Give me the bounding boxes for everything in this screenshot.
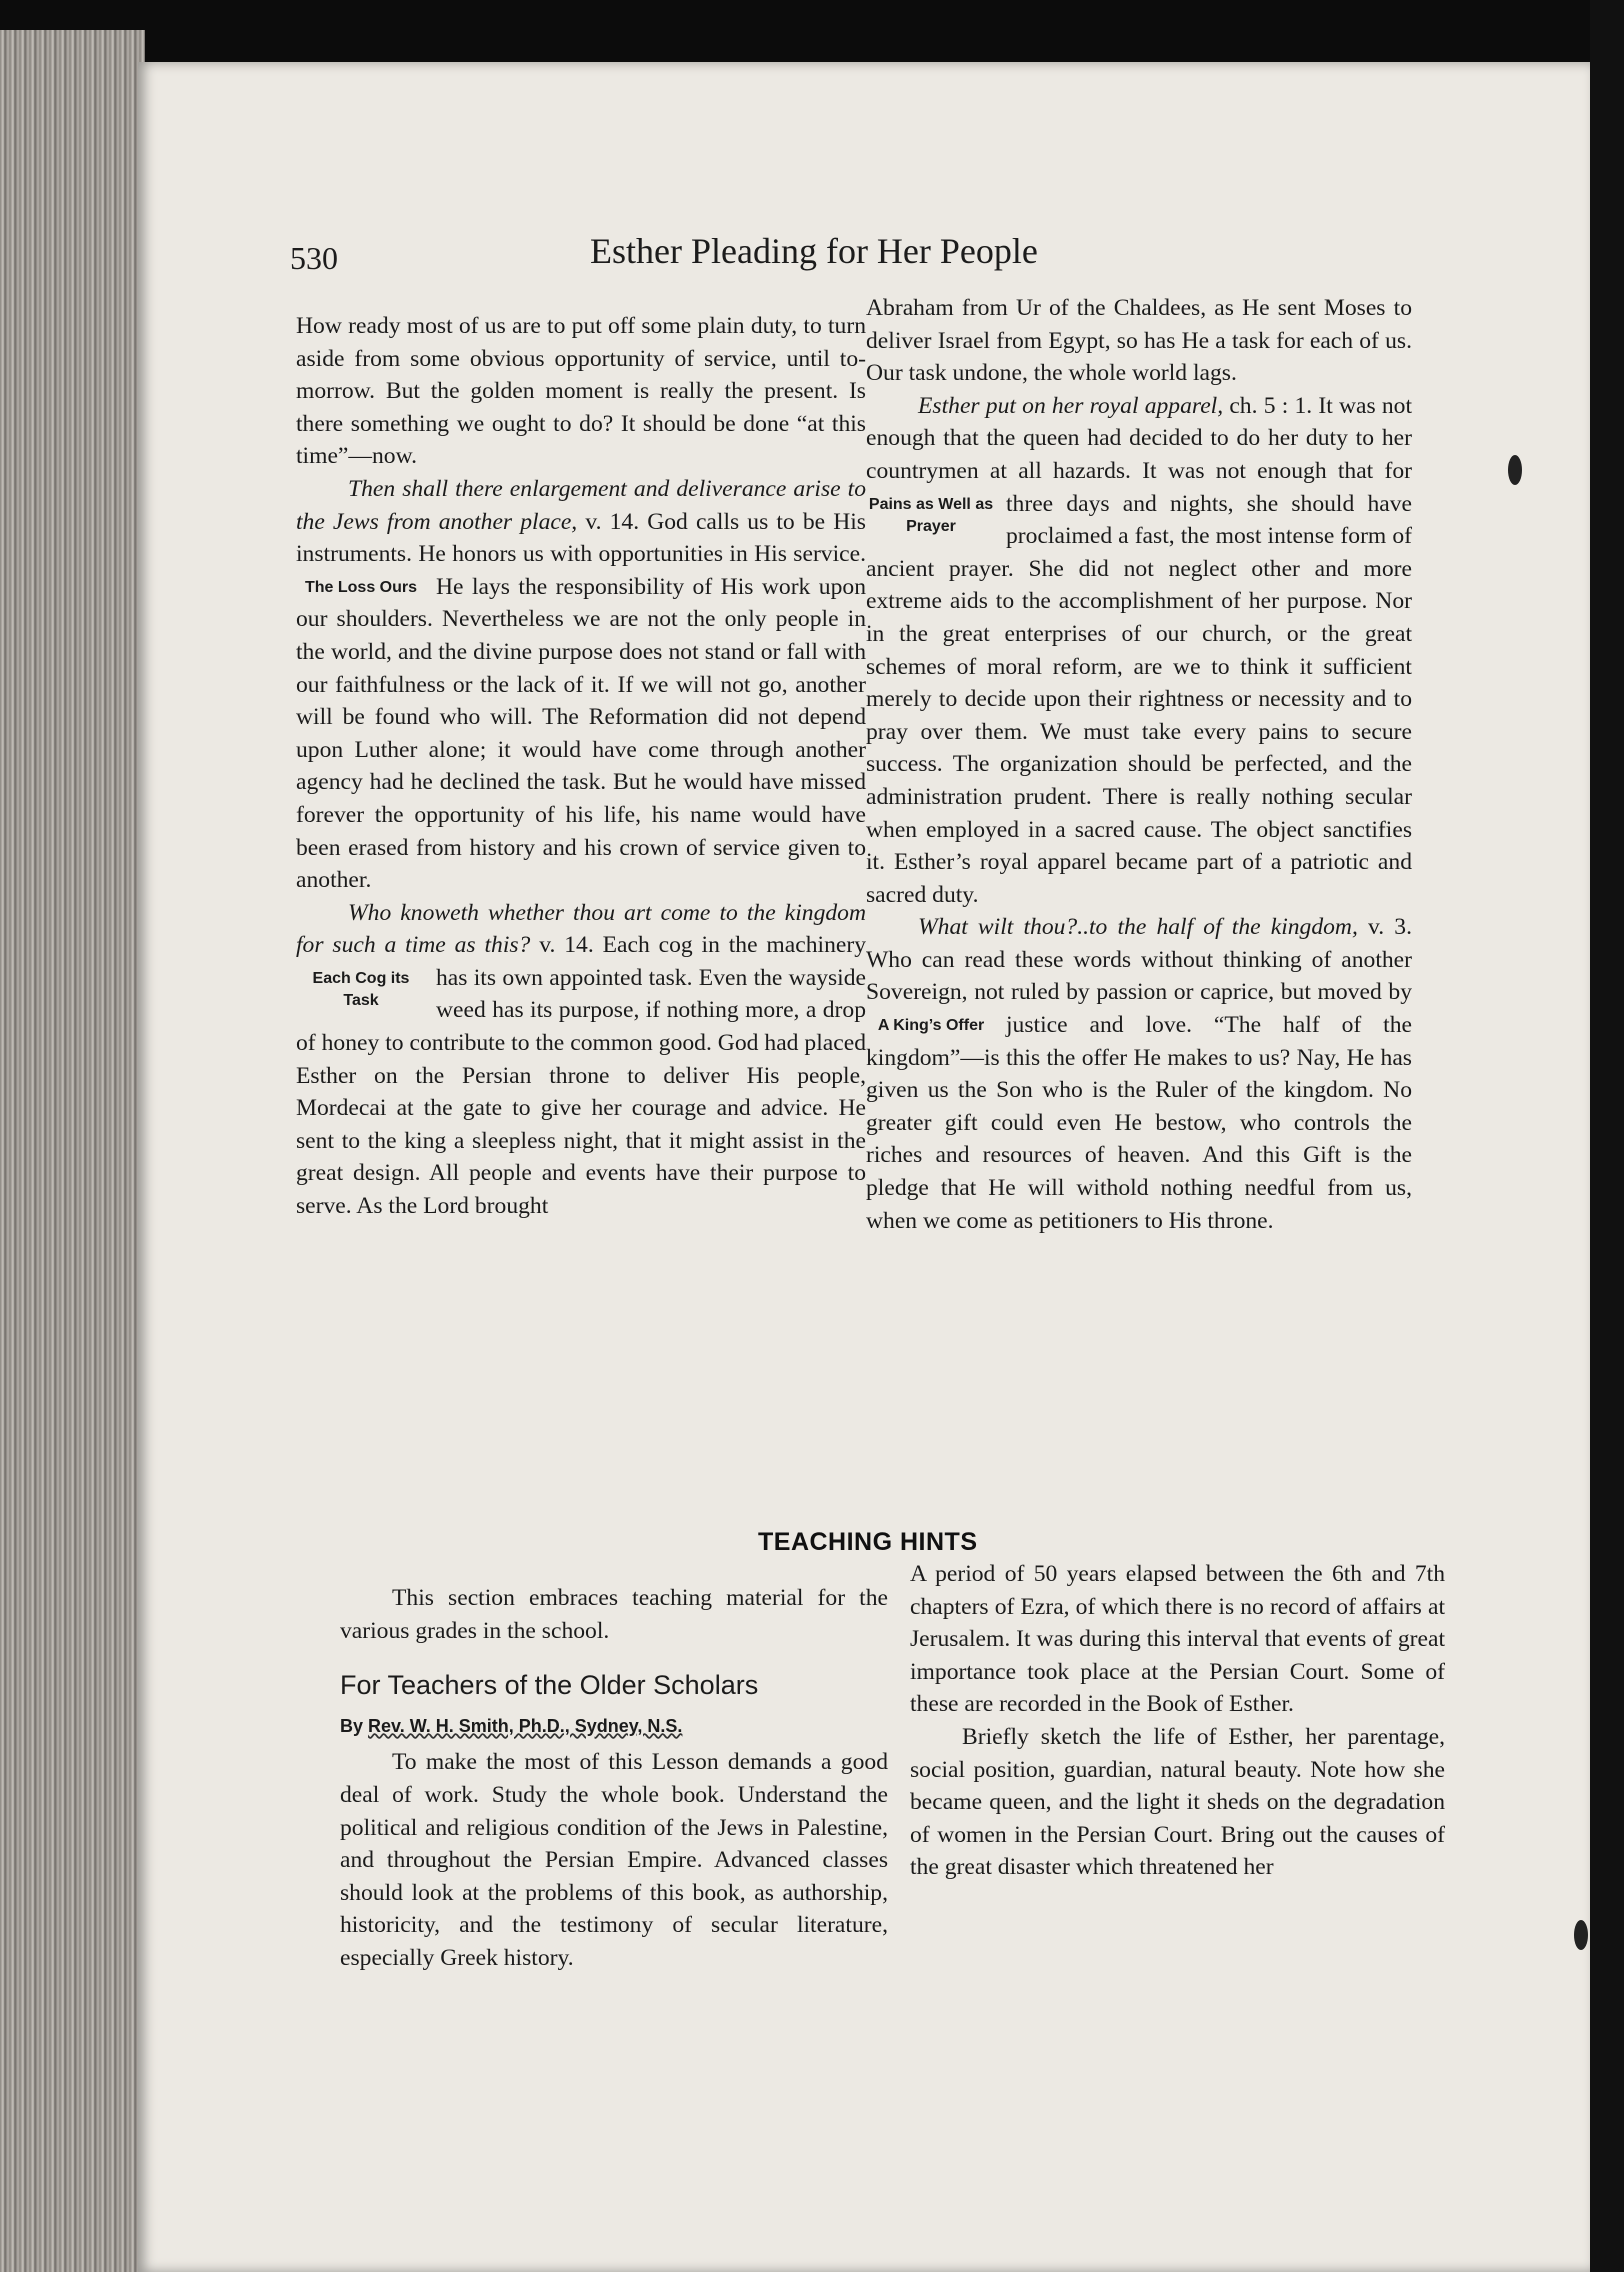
author-byline [340, 1710, 888, 1743]
paragraph-text: Each cog in the machinery has its own appointed [436, 932, 866, 991]
byline-prefix: By [340, 1715, 369, 1736]
page-number: 530 [290, 240, 338, 276]
running-header [290, 230, 1520, 280]
paragraph [866, 390, 1412, 912]
paragraph-text: task. Even the wayside weed has its purpose, if nothing more, a drop of honey to contribute to the common good. God had placed Esther on the Persian throne to deliver His people, Mordecai at the gate to give her courage and advice. He sent to the king a sleepless night, that it might assist in the great design. All people and events have their purpose to serve. As the Lord brought [296, 964, 866, 1220]
binding-hole-icon [1508, 455, 1522, 485]
scripture-quote: Then shall there enlargement and deliverance arise to the Jews from another place, [296, 475, 866, 535]
paragraph-text: It was not enough that the queen had decided to do her duty to her countrymen at all hazards. It was not enough [866, 392, 1413, 484]
scan-top-shadow [0, 0, 1624, 70]
paragraph: How ready most of us are to put off some plain duty, to turn aside from some obvious opportunity of service, until to-morrow. But the golden moment is really the present. Is there something we ought to do? It should be done “at this time”—now. [296, 313, 866, 470]
scripture-ref: v. 14. [577, 508, 640, 535]
side-heading-pains-as-well: Pains as Well as Prayer [868, 495, 994, 535]
scan-right-edge [1590, 0, 1624, 2272]
paragraph-text: v. 3. Who can read these words without thinking of another Sovereign, not ruled by passion or caprice, but moved [866, 914, 1412, 1006]
running-title: Esther Pleading for Her People [590, 231, 1038, 271]
paragraph-text: God calls us to be His instruments. He honors us with opportunities in His service. He lays the responsibility of His work upon [296, 508, 866, 600]
author-name: Rev. W. H. Smith, Ph.D., Sydney, N.S. [368, 1715, 683, 1736]
paragraph: This section embraces teaching material for the various grades in the school. [340, 1585, 888, 1644]
paragraph: A period of 50 years elapsed between the 6th and 7th chapters of Ezra, of which there is no record of affairs at Jerusalem. It was during this interval that events of great importance took place at the Persian Court. Some of these are recorded in the Book of Esther. [910, 1561, 1445, 1718]
scripture-quote: Who knoweth whether thou art come to the kingdom for such a time as this? [296, 899, 866, 959]
paragraph: To make the most of this Lesson demands a good deal of work. Study the whole book. Understand the political and religious condition of the Jews in Palestine, and throughout the Persian Empire. Advanced classes should look at the problems of this book, as authorship, historicity, and the testimony of secular literature, especially Greek history. [340, 1749, 888, 1971]
scripture-ref: ch. 5 : 1. [1223, 392, 1313, 419]
paragraph-text: by justice and love. “The half of the kingdom”—is this the offer He makes to us? Nay, He has given us the Son who is the Ruler of the kingdom. No greater gift could even He bestow, who controls the riches and resources of heaven. And this Gift is the pledge that He will withold nothing needful from us, when we come as petitioners to His throne. [866, 979, 1412, 1234]
paragraph-text: that for three days and nights, she should have proclaimed a fast, the most intense form of ancient prayer. She did not neglect other and more extreme aids to the accomplishment of her purpose. Nor in the great enterprises of our church, or the great schemes of moral reform, are we to think it sufficient merely to decide upon their rightness or necessity and to pray over them. We must take every pains to secure success. The organization should be perfected, and the administration prudent. There is really nothing secular when employed in a sacred cause. The object sanctifies it. Esther’s royal apparel became part of a patriotic and sacred duty. [866, 457, 1412, 908]
book-spine-edge [0, 30, 145, 2272]
scripture-quote: What wilt thou?..to the half of the kingdom, [918, 914, 1358, 941]
paragraph-text: our shoulders. Nevertheless we are not the only people in the world, and the divine purpose does not stand or fall with our faithfulness or the lack of it. If we will not go, another will be found who will. The Reformation did not depend upon Luther alone; it would have come through another agency had he declined the task. But he would have missed forever the opportunity of his life, his name would have been erased from history and his crown of service given to another. [296, 606, 866, 894]
paragraph: Abraham from Ur of the Chaldees, as He sent Moses to deliver Israel from Egypt, so has He a task for each of us. Our task undone, the whole world lags. [866, 295, 1412, 387]
paragraph [296, 897, 866, 1223]
scripture-ref: v. 14. [530, 932, 594, 959]
section-heading-teaching-hints: TEACHING HINTS [758, 1528, 978, 1556]
hints-left-column [340, 1582, 888, 1975]
side-heading-the-loss-ours: The Loss Ours [304, 578, 418, 596]
side-heading-each-cog: Each Cog its Task [312, 969, 410, 1009]
paragraph [296, 473, 866, 897]
paragraph [866, 911, 1412, 1237]
binding-hole-icon [1574, 1920, 1588, 1950]
scripture-quote: Esther put on her royal apparel, [918, 392, 1224, 419]
paragraph: Briefly sketch the life of Esther, her parentage, social position, guardian, natural beauty. Note how she became queen, and the light it sheds on the degradation of women in the Persian Court. Bring out the causes of the great disaster which threatened her [910, 1723, 1445, 1881]
subheading-older-scholars: For Teachers of the Older Scholars [340, 1670, 759, 1701]
left-column [296, 310, 866, 1223]
side-heading-kings-offer: A King’s Offer [877, 1017, 985, 1035]
hints-right-column [910, 1558, 1445, 1884]
right-column [866, 292, 1412, 1237]
